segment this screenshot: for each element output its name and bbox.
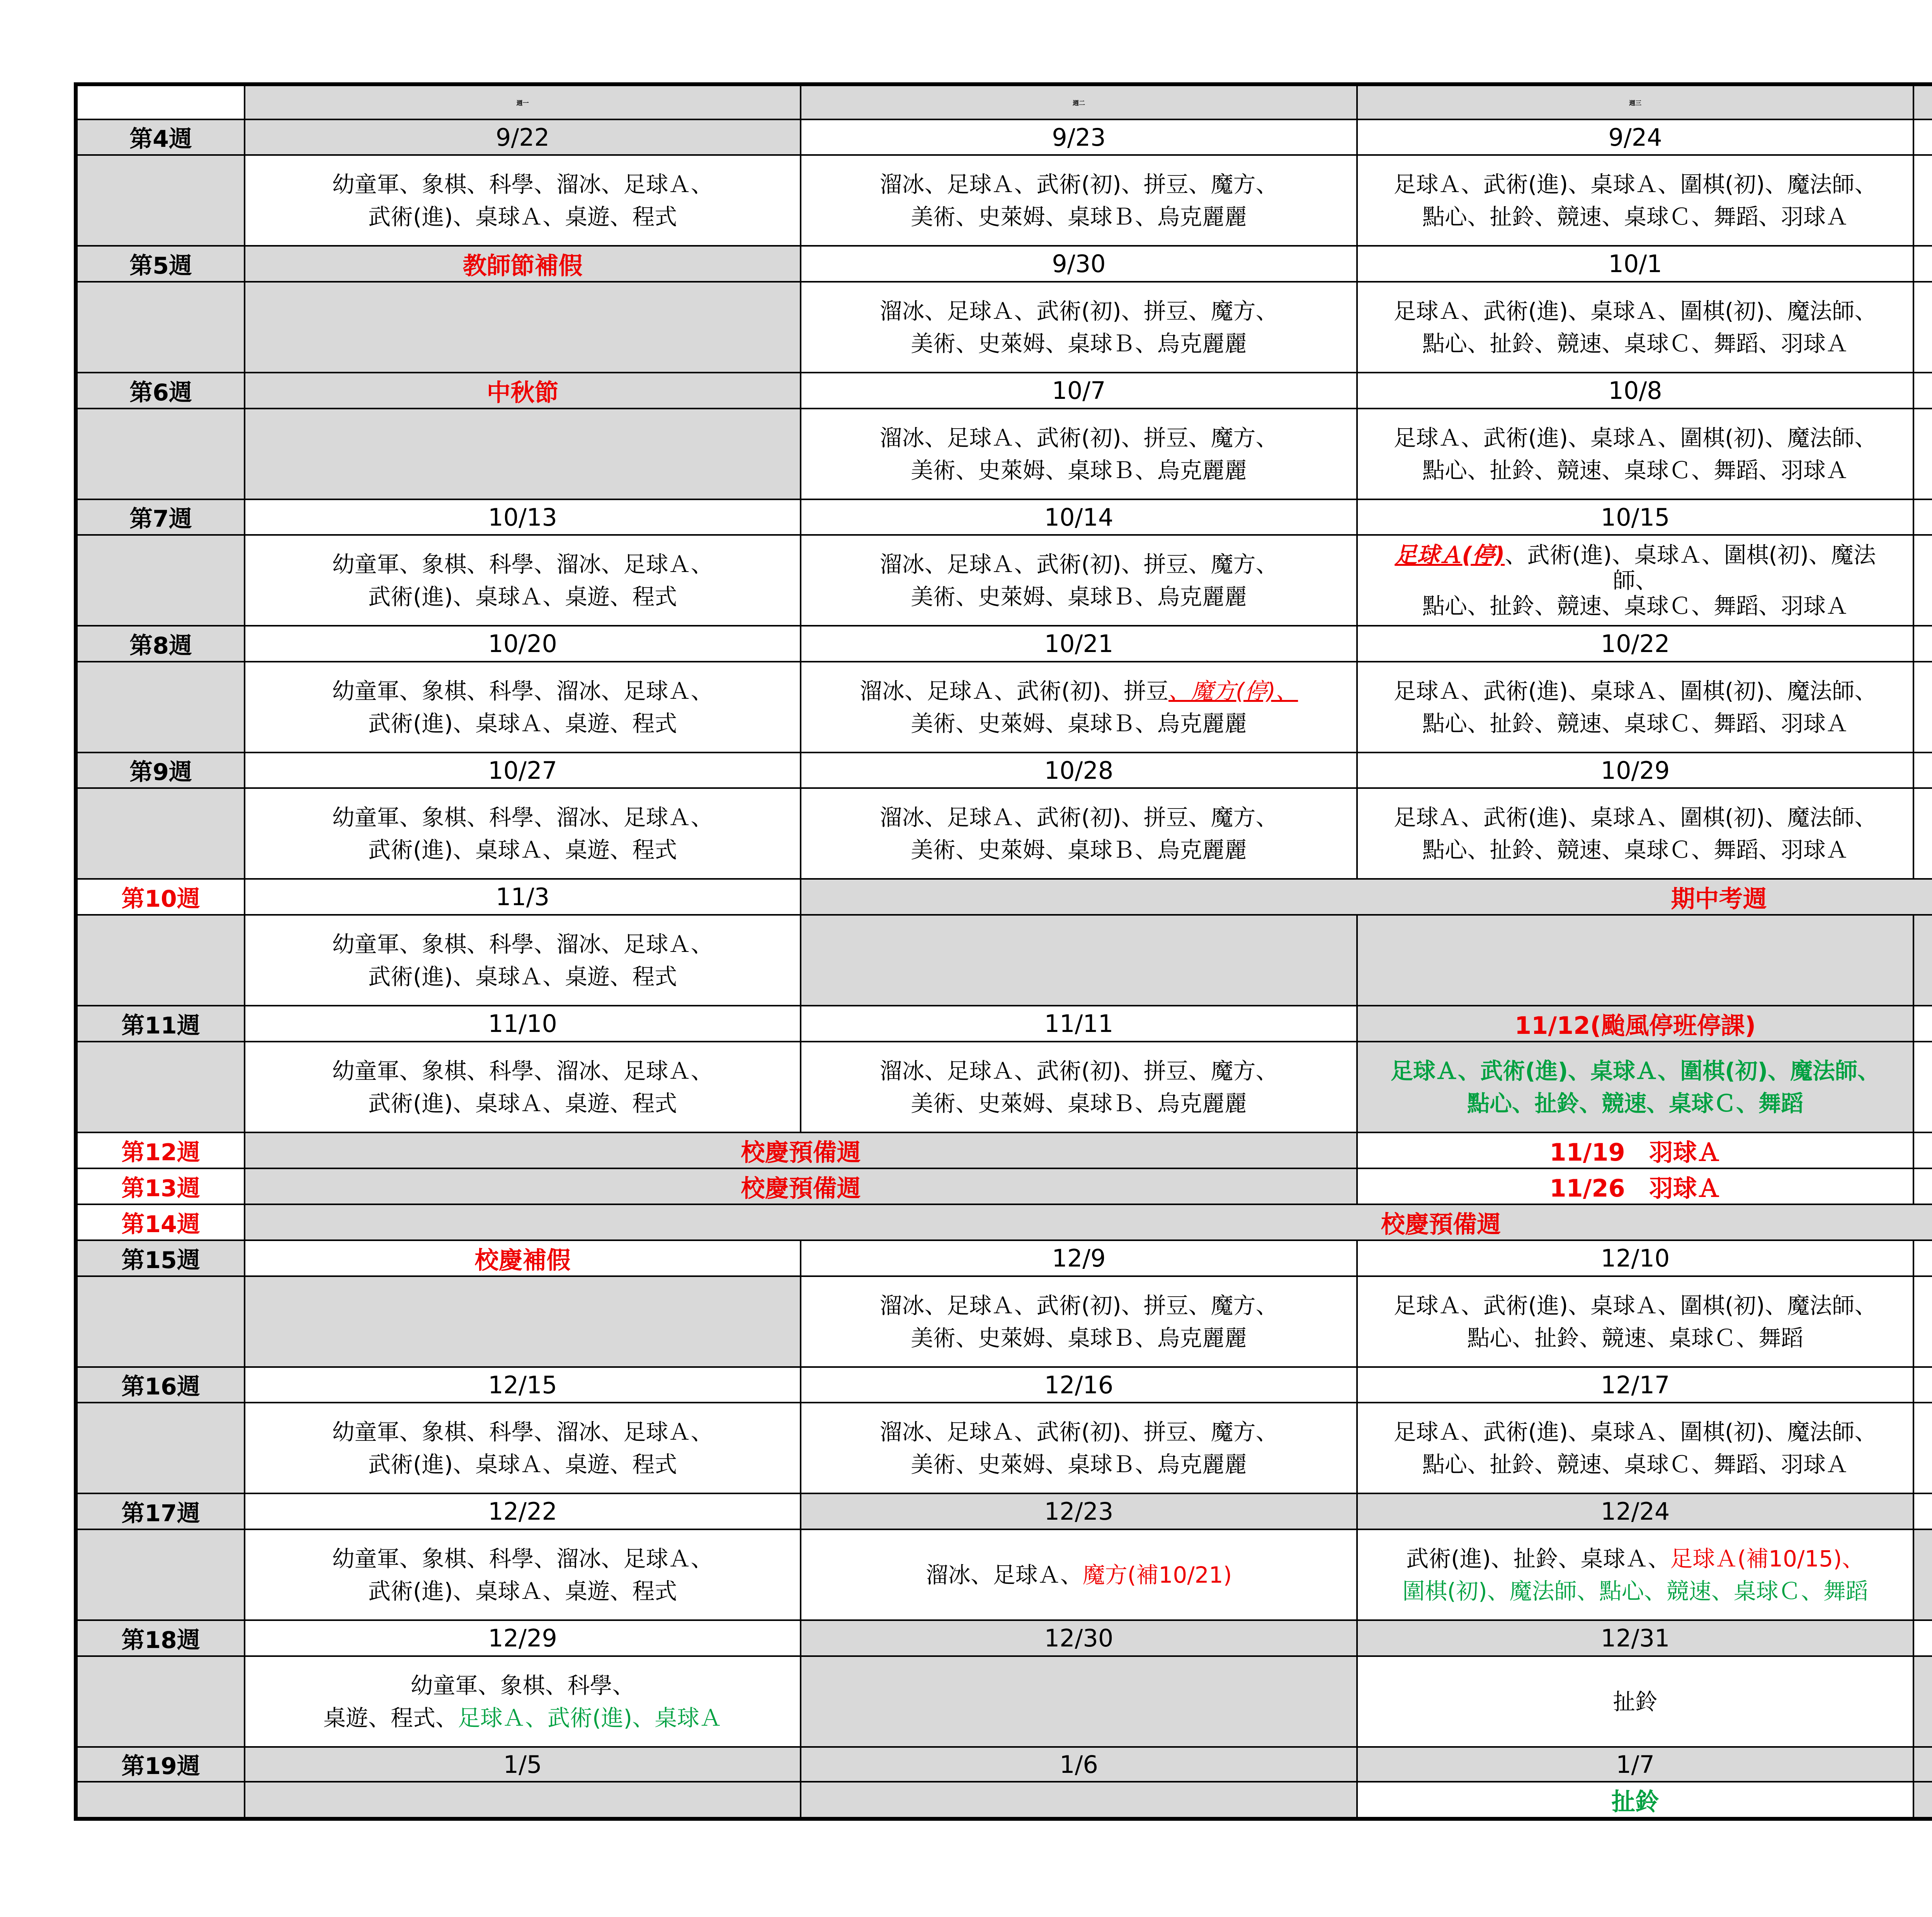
makeup-class-label: 11/26 羽球Ａ — [1357, 1168, 1913, 1204]
week-4-course-row — [76, 155, 1932, 246]
week-6-course-row — [76, 409, 1932, 499]
course-cell — [1913, 788, 1932, 879]
week-18-date-row — [76, 1620, 1932, 1656]
week-13-row — [76, 1168, 1932, 1204]
week-15-course-row — [76, 1276, 1932, 1367]
date-cell: 10/13 — [245, 499, 801, 535]
course-cell: 幼童軍、象棋、科學、溜冰、足球Ａ、 武術(進)、桌球Ａ、桌遊、程式 — [245, 1529, 801, 1620]
date-cell: 10/1 — [1357, 246, 1913, 282]
course-cell: 幼童軍、象棋、科學、溜冰、足球Ａ、 武術(進)、桌球Ａ、桌遊、程式 — [245, 1403, 801, 1493]
suspended-course: 、魔方(停)、 — [1168, 678, 1298, 704]
week-label: 第14週 — [76, 1204, 245, 1240]
date-cell: 10/29 — [1357, 752, 1913, 788]
week-19-course-row — [76, 1782, 1932, 1819]
week-label: 第10週 — [76, 879, 245, 915]
empty-cell — [1913, 1529, 1932, 1620]
date-cell: 1/6 — [801, 1747, 1357, 1782]
week-label: 第6週 — [76, 373, 245, 409]
header-mon: 週一 — [245, 84, 801, 119]
date-cell — [1913, 1240, 1932, 1276]
date-cell: 10/22 — [1357, 626, 1913, 662]
holiday-label — [1913, 1620, 1932, 1656]
course-cell — [1913, 1403, 1932, 1493]
date-cell: 12/30 — [801, 1620, 1357, 1656]
course-cell: 足球Ａ、武術(進)、桌球Ａ、圍棋(初)、魔法師、 點心、扯鈴、競速、桌球Ｃ、舞蹈、羽球Ａ — [1357, 155, 1913, 246]
week-7-date-row — [76, 499, 1932, 535]
holiday-label — [1913, 1493, 1932, 1529]
date-cell: 11/11 — [801, 1006, 1357, 1042]
empty-cell — [1913, 1782, 1932, 1819]
makeup-course: 魔方(補10/21) — [1082, 1561, 1232, 1588]
week-11-course-row — [76, 1042, 1932, 1132]
course-cell-cancelled: 足球Ａ、武術(進)、桌球Ａ、圍棋(初)、魔法師、 點心、扯鈴、競速、桌球Ｃ、舞蹈 — [1357, 1042, 1913, 1132]
week-16-course-row — [76, 1403, 1932, 1493]
date-cell: 10/15 — [1357, 499, 1913, 535]
date-cell: 10/21 — [801, 626, 1357, 662]
holiday-label: 中秋節 — [245, 373, 801, 409]
empty-cell — [76, 1782, 245, 1819]
date-cell: 1/5 — [245, 1747, 801, 1782]
week-14-row — [76, 1204, 1932, 1240]
week-6-date-row — [76, 373, 1932, 409]
course-cell — [1913, 1276, 1932, 1367]
date-cell: 12/24 — [1357, 1493, 1913, 1529]
date-cell: 9/23 — [801, 119, 1357, 155]
course-cell — [1913, 1042, 1932, 1132]
course-cell: 溜冰、足球Ａ、武術(初)、拼豆、魔方(停)、 美術、史萊姆、桌球Ｂ、烏克麗麗 — [801, 662, 1357, 752]
week-10-course-row — [76, 915, 1932, 1006]
empty-cell — [76, 1529, 245, 1620]
course-cell: 扯鈴 — [1357, 1656, 1913, 1747]
course-cell: 幼童軍、象棋、科學、溜冰、足球Ａ、 武術(進)、桌球Ａ、桌遊、程式 — [245, 535, 801, 626]
week-5-date-row — [76, 246, 1932, 282]
week-18-course-row — [76, 1656, 1932, 1747]
course-cell: 溜冰、足球Ａ、魔方(補10/21) — [801, 1529, 1357, 1620]
course-cell: 足球Ａ、武術(進)、桌球Ａ、圍棋(初)、魔法師、 點心、扯鈴、競速、桌球Ｃ、舞蹈 — [1357, 1276, 1913, 1367]
course-cell: 幼童軍、象棋、科學、溜冰、足球Ａ、 武術(進)、桌球Ａ、桌遊、程式 — [245, 915, 801, 1006]
course-cell: 足球Ａ、武術(進)、桌球Ａ、圍棋(初)、魔法師、 點心、扯鈴、競速、桌球Ｃ、舞蹈、羽球Ａ — [1357, 409, 1913, 499]
course-cell: 幼童軍、象棋、科學、溜冰、足球Ａ、 武術(進)、桌球Ａ、桌遊、程式 — [245, 155, 801, 246]
empty-cell — [76, 662, 245, 752]
week-label: 第11週 — [76, 1006, 245, 1042]
holiday-label: 教師節補假 — [245, 246, 801, 282]
week-label: 第19週 — [76, 1747, 245, 1782]
header-row — [76, 84, 1932, 119]
date-cell: 12/9 — [801, 1240, 1357, 1276]
course-cell: 足球Ａ、武術(進)、桌球Ａ、圍棋(初)、魔法師、 點心、扯鈴、競速、桌球Ｃ、舞蹈、羽球Ａ — [1357, 662, 1913, 752]
week-19-date-row — [76, 1747, 1932, 1782]
course-cell: 足球Ａ、武術(進)、桌球Ａ、圍棋(初)、魔法師、 點心、扯鈴、競速、桌球Ｃ、舞蹈、羽球Ａ — [1357, 788, 1913, 879]
date-cell — [1913, 499, 1932, 535]
date-cell: 10/7 — [801, 373, 1357, 409]
header-wed: 週三 — [1357, 84, 1913, 119]
header-tue: 週二 — [801, 84, 1357, 119]
week-label: 第5週 — [76, 246, 245, 282]
empty-cell — [76, 915, 245, 1006]
date-cell: 1/7 — [1357, 1747, 1913, 1782]
date-cell: 12/15 — [245, 1367, 801, 1403]
date-cell: 12/31 — [1357, 1620, 1913, 1656]
typhoon-closure-label: 11/12(颱風停班停課) — [1357, 1006, 1913, 1042]
date-cell — [1913, 1747, 1932, 1782]
course-cell: 幼童軍、象棋、科學、溜冰、足球Ａ、 武術(進)、桌球Ａ、桌遊、程式 — [245, 788, 801, 879]
week-15-date-row — [76, 1240, 1932, 1276]
week-9-course-row — [76, 788, 1932, 879]
course-cell: 溜冰、足球Ａ、武術(初)、拼豆、魔方、 美術、史萊姆、桌球Ｂ、烏克麗麗 — [801, 535, 1357, 626]
date-cell: 10/20 — [245, 626, 801, 662]
week-label: 第17週 — [76, 1493, 245, 1529]
empty-cell — [1913, 915, 1932, 1006]
suspended-course: 足球Ａ(停) — [1395, 541, 1505, 568]
date-cell: 10/14 — [801, 499, 1357, 535]
exam-week-label: 期中考週 — [801, 879, 1932, 915]
empty-cell — [76, 409, 245, 499]
date-cell — [1913, 1367, 1932, 1403]
empty-cell — [245, 409, 801, 499]
week-label: 第9週 — [76, 752, 245, 788]
date-cell — [1913, 752, 1932, 788]
empty-cell — [245, 282, 801, 373]
empty-cell — [1913, 1656, 1932, 1747]
course-cell: 溜冰、足球Ａ、武術(初)、拼豆、魔方、 美術、史萊姆、桌球Ｂ、烏克麗麗 — [801, 409, 1357, 499]
date-cell — [1913, 373, 1932, 409]
empty-cell — [801, 915, 1357, 1006]
schedule-table — [74, 82, 1932, 1821]
anniversary-prep-label: 校慶預備週 — [245, 1168, 1357, 1204]
anniversary-prep-label: 校慶預備週 — [245, 1204, 1932, 1240]
date-cell: 9/30 — [801, 246, 1357, 282]
week-label: 第12週 — [76, 1132, 245, 1168]
empty-cell — [245, 1276, 801, 1367]
makeup-class-label — [1913, 1132, 1932, 1168]
week-label: 第16週 — [76, 1367, 245, 1403]
holiday-label: 校慶補假 — [245, 1240, 801, 1276]
empty-cell — [1357, 915, 1913, 1006]
date-cell — [1913, 119, 1932, 155]
week-9-date-row — [76, 752, 1932, 788]
week-17-course-row — [76, 1529, 1932, 1620]
week-5-course-row — [76, 282, 1932, 373]
week-label: 第8週 — [76, 626, 245, 662]
course-cell: 扯鈴 — [1357, 1782, 1913, 1819]
week-7-course-row — [76, 535, 1932, 626]
course-cell: 溜冰、足球Ａ、武術(初)、拼豆、魔方、 美術、史萊姆、桌球Ｂ、烏克麗麗 — [801, 1276, 1357, 1367]
week-11-date-row — [76, 1006, 1932, 1042]
empty-cell — [76, 155, 245, 246]
course-cell: 溜冰、足球Ａ、武術(初)、拼豆、魔方、 美術、史萊姆、桌球Ｂ、烏克麗麗 — [801, 788, 1357, 879]
course-cell: 溜冰、足球Ａ、武術(初)、拼豆、魔方、 美術、史萊姆、桌球Ｂ、烏克麗麗 — [801, 1042, 1357, 1132]
course-cell: 溜冰、足球Ａ、武術(初)、拼豆、魔方、 美術、史萊姆、桌球Ｂ、烏克麗麗 — [801, 1403, 1357, 1493]
empty-cell — [801, 1656, 1357, 1747]
course-cell: 幼童軍、象棋、科學、溜冰、足球Ａ、 武術(進)、桌球Ａ、桌遊、程式 — [245, 1042, 801, 1132]
date-cell: 12/23 — [801, 1493, 1357, 1529]
week-label: 第4週 — [76, 119, 245, 155]
week-label: 第13週 — [76, 1168, 245, 1204]
empty-cell — [76, 282, 245, 373]
week-8-date-row — [76, 626, 1932, 662]
empty-cell — [76, 535, 245, 626]
anniversary-prep-label: 校慶預備週 — [245, 1132, 1357, 1168]
course-cell — [1913, 535, 1932, 626]
empty-cell — [76, 1656, 245, 1747]
week-4-date-row — [76, 119, 1932, 155]
date-cell: 12/10 — [1357, 1240, 1913, 1276]
week-label: 第15週 — [76, 1240, 245, 1276]
date-cell: 10/27 — [245, 752, 801, 788]
date-cell: 11/3 — [245, 879, 801, 915]
date-cell — [1913, 1006, 1932, 1042]
course-cell: 溜冰、足球Ａ、武術(初)、拼豆、魔方、 美術、史萊姆、桌球Ｂ、烏克麗麗 — [801, 155, 1357, 246]
course-cell: 幼童軍、象棋、科學、溜冰、足球Ａ、 武術(進)、桌球Ａ、桌遊、程式 — [245, 662, 801, 752]
course-cell: 足球Ａ、武術(進)、桌球Ａ、圍棋(初)、魔法師、 點心、扯鈴、競速、桌球Ｃ、舞蹈、羽球Ａ — [1357, 1403, 1913, 1493]
empty-cell — [76, 1042, 245, 1132]
date-cell: 12/22 — [245, 1493, 801, 1529]
date-cell: 11/10 — [245, 1006, 801, 1042]
week-10-date-row — [76, 879, 1932, 915]
date-cell: 12/29 — [245, 1620, 801, 1656]
course-cell — [1913, 282, 1932, 373]
date-cell: 10/8 — [1357, 373, 1913, 409]
date-cell: 9/24 — [1357, 119, 1913, 155]
date-cell — [1913, 246, 1932, 282]
week-17-date-row — [76, 1493, 1932, 1529]
course-cell — [1913, 409, 1932, 499]
makeup-class-label — [1913, 1168, 1932, 1204]
week-16-date-row — [76, 1367, 1932, 1403]
corner-cell — [76, 84, 245, 119]
empty-cell — [801, 1782, 1357, 1819]
course-cell: 武術(進)、扯鈴、桌球Ａ、足球Ａ(補10/15)、 圍棋(初)、魔法師、點心、競速、桌球Ｃ、舞蹈 — [1357, 1529, 1913, 1620]
header-thu — [1913, 84, 1932, 119]
week-8-course-row — [76, 662, 1932, 752]
week-label: 第7週 — [76, 499, 245, 535]
course-cell: 足球Ａ(停)、武術(進)、桌球Ａ、圍棋(初)、魔法 師、 點心、扯鈴、競速、桌球Ｃ、舞蹈、羽球Ａ — [1357, 535, 1913, 626]
empty-cell — [76, 1403, 245, 1493]
date-cell: 10/28 — [801, 752, 1357, 788]
course-cell: 足球Ａ、武術(進)、桌球Ａ、圍棋(初)、魔法師、 點心、扯鈴、競速、桌球Ｃ、舞蹈、羽球Ａ — [1357, 282, 1913, 373]
empty-cell — [76, 788, 245, 879]
date-cell: 12/16 — [801, 1367, 1357, 1403]
course-cell: 幼童軍、象棋、科學、 桌遊、程式、足球Ａ、武術(進)、桌球Ａ — [245, 1656, 801, 1747]
course-cell — [1913, 155, 1932, 246]
course-cell: 溜冰、足球Ａ、武術(初)、拼豆、魔方、 美術、史萊姆、桌球Ｂ、烏克麗麗 — [801, 282, 1357, 373]
date-cell: 9/22 — [245, 119, 801, 155]
date-cell: 12/17 — [1357, 1367, 1913, 1403]
week-12-row — [76, 1132, 1932, 1168]
empty-cell — [245, 1782, 801, 1819]
makeup-class-label: 11/19 羽球Ａ — [1357, 1132, 1913, 1168]
empty-cell — [76, 1276, 245, 1367]
makeup-course: 足球Ａ(補10/15)、 — [1670, 1545, 1864, 1572]
week-label: 第18週 — [76, 1620, 245, 1656]
course-cell — [1913, 662, 1932, 752]
date-cell — [1913, 626, 1932, 662]
